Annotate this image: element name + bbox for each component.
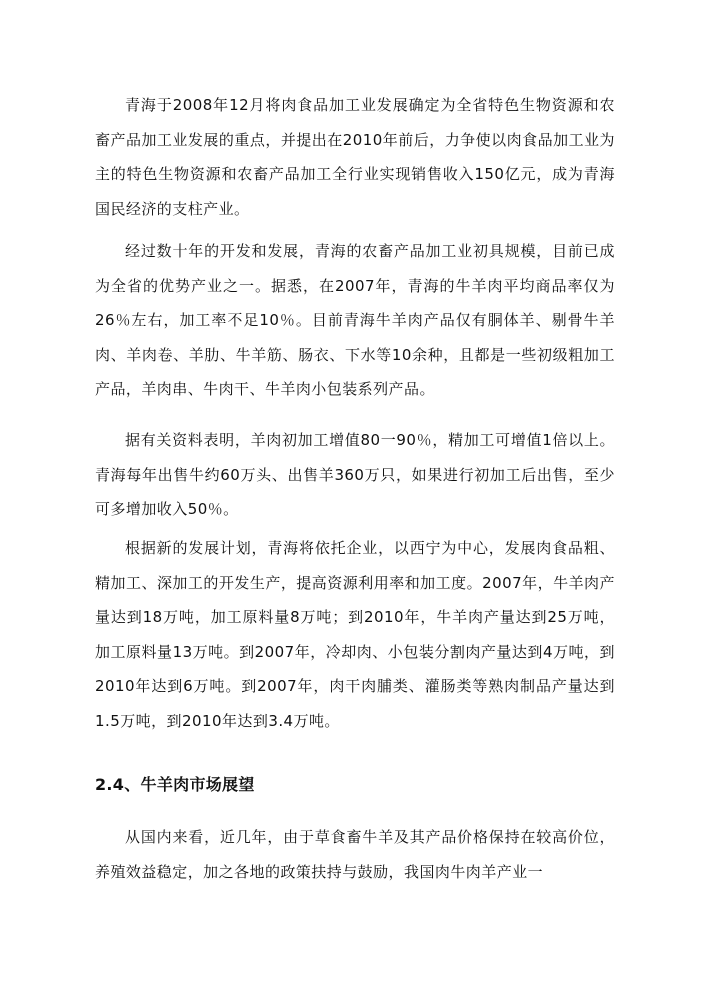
paragraph-development-plan: 根据新的发展计划，青海将依托企业，以西宁为中心，发展肉食品粗、精加工、深加工的开发生产，提高资源利用率和加工度。2007年，牛羊肉产量达到18万吨，加工原料量8万吨；到2010年，牛羊肉产量达到25万吨，加工原料量13万吨。到2007年，冷却肉、小包装分割肉产量达到4万吨，到2010年达到6万吨。到2007年，肉干肉脯类、灌肠类等熟肉制品产量达到1.5万吨，到2010年达到3.4万吨。 — [95, 539, 615, 730]
paragraph-development-goal: 青海于2008年12月将肉食品加工业发展确定为全省特色生物资源和农畜产品加工业发展的重点，并提出在2010年前后，力争使以肉食品加工业为主的特色生物资源和农畜产品加工全行业实现销售收入150亿元，成为青海国民经济的支柱产业。 — [95, 96, 615, 218]
paragraph-market-outlook: 从国内来看，近几年，由于草食畜牛羊及其产品价格保持在较高价位，养殖效益稳定，加之各地的政策扶持与鼓励，我国肉牛肉羊产业一 — [95, 828, 615, 881]
paragraph-industry-status: 经过数十年的开发和发展，青海的农畜产品加工业初具规模，目前已成为全省的优势产业之一。据悉，在2007年，青海的牛羊肉平均商品率仅为26％左右，加工率不足10％。目前青海牛羊肉产品仅有胴体羊、剔骨牛羊肉、羊肉卷、羊肋、牛羊筋、肠衣、下水等10余种，且都是一些初级粗加工产品，羊肉串、牛肉干、牛羊肉小包装系列产品。 — [95, 242, 615, 398]
section-heading: 2.4、牛羊肉市场展望 — [95, 775, 255, 794]
paragraph-value-added: 据有关资料表明，羊肉初加工增值80一90％，精加工可增值1倍以上。青海每年出售牛约60万头、出售羊360万只，如果进行初加工后出售，至少可多增加收入50％。 — [95, 431, 615, 518]
